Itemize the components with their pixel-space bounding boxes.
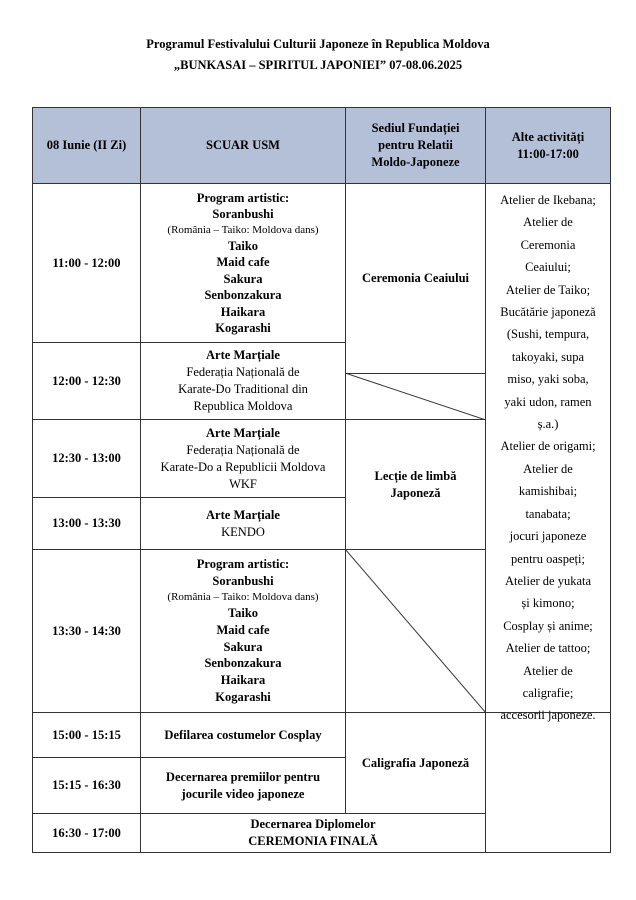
time-label: 13:00 - 13:30 [52,516,121,530]
activity-item: Bucătărie japoneză [500,305,596,320]
artistic-item: Sakura [223,639,263,654]
time-label: 15:15 - 16:30 [52,778,121,792]
time-cell [32,549,141,713]
final-line: CEREMONIA FINALĂ [248,834,378,848]
artistic-item: Soranbushi [212,207,274,221]
final-line: Decernarea Diplomelor [250,817,376,831]
martial-line: Karate-Do a Republicii Moldova [160,459,326,474]
activity-item: Atelier de [523,215,573,230]
activity-item: accesorii japoneze. [500,708,596,723]
header-venue-usm-label: SCUAR USM [206,138,280,152]
martial-line: Federația Națională de [186,365,300,379]
artistic-item: Taiko [227,238,259,253]
artistic-item: Kogarashi [215,689,271,704]
martial-line: KENDO [221,524,265,539]
activity-item: Cosplay și anime; [503,618,593,633]
activity-item: miso, yaki soba, [507,372,589,387]
other-activities-empty [485,712,611,853]
japanese-language-lesson [345,419,486,550]
header-venue-usm [140,107,346,184]
header-venue-foundation-line: Moldo-Japoneze [371,155,460,169]
martial-title: Arte Marțiale [206,507,280,522]
time-cell [32,342,141,420]
awards-line: Decernarea premiilor pentru [165,769,321,784]
artistic-item: Maid cafe [216,255,270,269]
time-cell [32,757,141,814]
activity-item: yaki udon, ramen [504,394,592,409]
activity-item: Atelier de Taiko; [505,282,591,297]
activity-item: pentru oaspeți; [511,551,585,566]
artistic-program-1 [140,183,346,343]
artistic-note: (România – Taiko: Moldova dans) [167,223,319,236]
martial-line: Republica Moldova [193,399,293,413]
header-venue-foundation [345,107,486,184]
final-ceremony [140,813,486,853]
time-label: 15:00 - 15:15 [52,727,121,742]
other-activities-list [485,183,611,723]
activity-item: tanabata; [525,506,571,521]
martial-line: Karate-Do Traditional din [178,382,308,396]
header-other-activities [485,107,611,184]
cosplay-parade [140,712,346,758]
empty-slot-diagonal-1 [345,373,486,420]
activity-item: Atelier de origami; [500,439,596,454]
martial-title: Arte Marțiale [206,348,280,362]
header-day-label: 08 Iunie (II Zi) [46,138,127,152]
time-cell [32,419,141,498]
artistic-note: (România – Taiko: Moldova dans) [167,590,319,603]
time-label: 12:00 - 12:30 [52,373,121,388]
activity-item: caligrafie; [522,685,574,700]
activity-item: Atelier de [523,461,573,476]
artistic-item: Senbonzakura [204,656,282,671]
martial-arts-1 [140,342,346,420]
activity-item: jocuri japoneze [509,529,587,544]
artistic-item: Taiko [227,605,259,620]
activity-item: Ceaiului; [525,260,571,275]
time-label: 11:00 - 12:00 [52,255,121,270]
artistic-item: Maid cafe [216,622,270,637]
artistic-program-title: Program artistic: [196,190,290,205]
time-cell [32,497,141,550]
activity-item: Atelier de yukata [504,573,592,588]
header-other-activities-line: Alte activități [511,129,585,144]
header-venue-foundation-line: pentru Relatii [378,138,453,152]
tea-ceremony-label: Ceremonia Ceaiului [361,271,470,285]
artistic-item: Haikara [220,304,266,319]
time-label: 12:30 - 13:00 [52,451,121,465]
awards-line: jocurile video japoneze [181,786,305,801]
artistic-program-2 [140,549,346,713]
activity-item: kamishibai; [518,484,578,499]
page-title: Programul Festivalului Culturii Japoneze în Republica Moldova [146,37,490,51]
activity-item: și kimono; [521,596,575,611]
japanese-calligraphy [345,712,486,814]
martial-arts-3 [140,497,346,550]
header-venue-foundation-line: Sediul Fundației [371,121,460,135]
video-games-awards [140,757,346,814]
activity-item: Atelier de [523,663,573,678]
time-cell [32,712,141,758]
header-day [32,107,141,184]
martial-line: WKF [229,476,257,491]
artistic-item: Senbonzakura [204,288,282,302]
time-cell [32,813,141,853]
language-line: Lecție de limbă [374,468,457,483]
artistic-item: Sakura [223,271,263,286]
artistic-item: Kogarashi [215,321,271,335]
time-label: 13:30 - 14:30 [52,623,121,638]
martial-title: Arte Marțiale [206,425,280,440]
empty-slot-diagonal-2 [345,549,486,713]
activity-item: Atelier de Ikebana; [500,193,596,207]
activity-item: (Sushi, tempura, [506,327,590,342]
language-line: Japoneză [390,485,441,500]
header-other-activities-line: 11:00-17:00 [517,146,579,161]
activity-item: takoyaki, supa [511,349,585,364]
page-subtitle: „BUNKASAI – SPIRITUL JAPONIEI” 07-08.06.2025 [173,58,463,72]
tea-ceremony [345,183,486,374]
time-cell [32,183,141,343]
calligraphy-label: Caligrafia Japoneză [361,755,470,770]
activity-item: Ceremonia [520,237,576,252]
martial-line: Federația Națională de [186,442,300,457]
time-label: 16:30 - 17:00 [52,825,121,840]
martial-arts-2 [140,419,346,498]
artistic-item: Haikara [220,673,266,688]
artistic-item: Soranbushi [212,574,274,589]
activity-item: Atelier de tattoo; [505,641,591,656]
activity-item: ș.a.) [537,417,559,432]
cosplay-label: Defilarea costumelor Cosplay [164,727,322,742]
artistic-program-title: Program artistic: [196,557,290,572]
